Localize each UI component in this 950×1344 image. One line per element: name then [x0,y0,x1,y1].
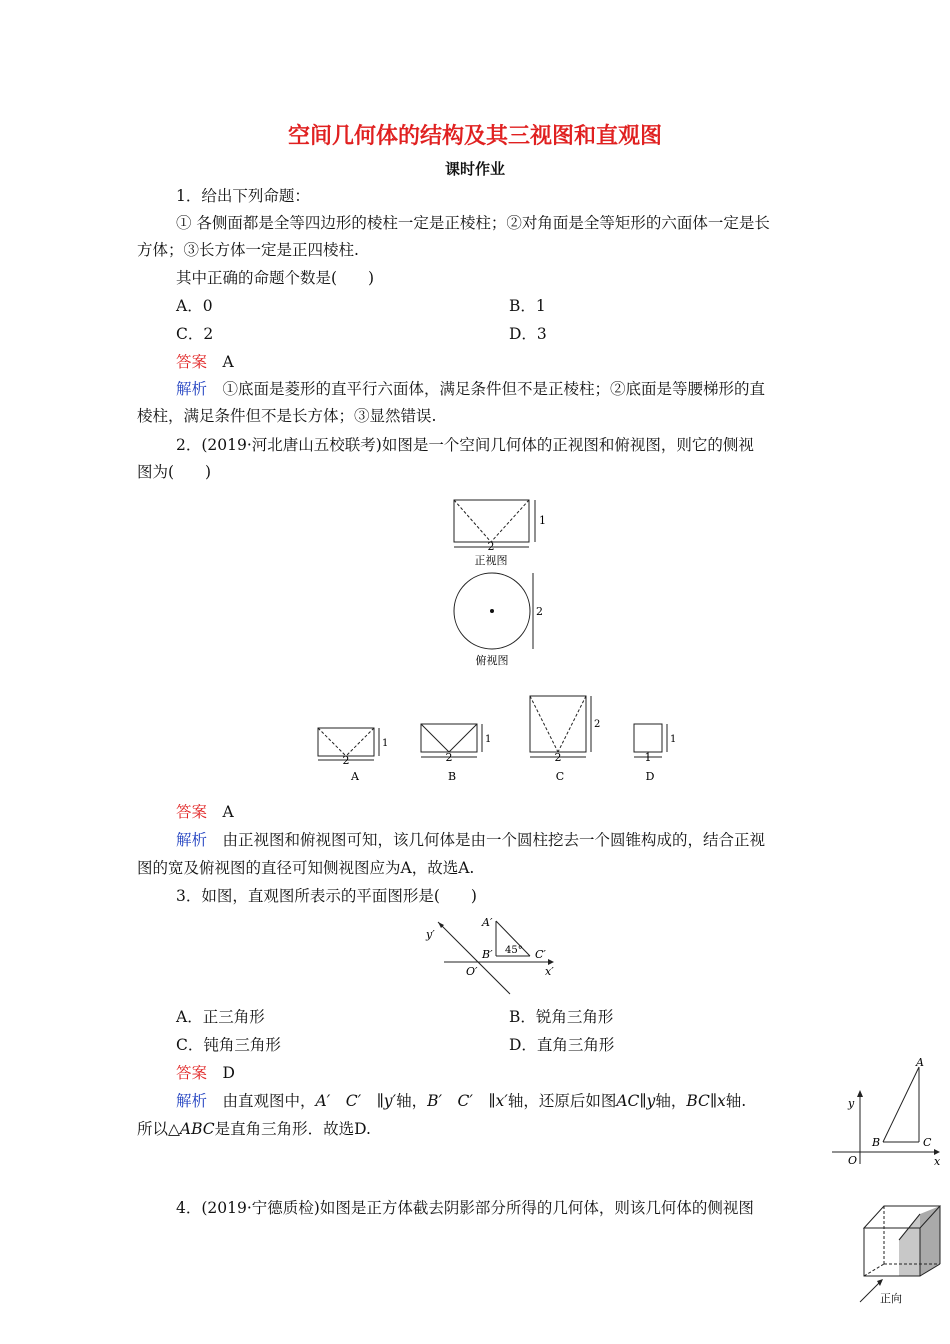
option-b-label: B [447,770,457,783]
option-d-label: D [645,770,655,783]
q3-y-label: y′ [426,928,435,941]
front-direction-arrow [877,1279,883,1286]
exp-seg: 轴， [396,1092,428,1110]
exp-seg: 轴. [725,1092,747,1110]
answer-label: 答案 [176,803,208,821]
answer-value: D [222,1064,235,1082]
explanation-label: 解析 [176,380,208,398]
q2-explanation-line1 [176,828,765,850]
explanation-text: 由正视图和俯视图可知，该几何体是由一个圆柱挖去一个圆锥构成的，结合正视 [222,831,766,849]
option-b-height: 1 [485,734,492,745]
exp-seg: 所以△ [137,1120,180,1138]
q4-cube-figure [860,1206,940,1302]
q3-option-a: A．正三角形 [176,1008,265,1026]
q3-a-label: A′ [482,916,493,929]
option-c-height: 2 [594,719,601,730]
q3-c-label: C′ [535,948,546,961]
q1-ask: 其中正确的命题个数是( ) [176,269,375,287]
q3-option-b: B．锐角三角形 [509,1008,614,1026]
q3-side-figure [832,1067,936,1164]
q2-answer [176,800,234,822]
exp-seg: ABC [179,1120,215,1138]
exp-seg: AC∥y [616,1092,656,1110]
center-dot [490,609,494,613]
exp-seg: A′ C′ ∥y′ [315,1092,397,1110]
q3-b-label: B′ [482,948,493,961]
exp-seg: 由直观图中， [222,1092,316,1110]
option-b-width: 2 [445,751,453,764]
side-y-arrow [857,1090,863,1097]
q3-o-label: O′ [466,965,478,978]
side-o-label: O [848,1154,858,1167]
explanation-label: 解析 [176,1092,208,1110]
q4-line1: 4．(2019·宁德质检)如图是正方体截去阴影部分所得的几何体，则该几何体的侧视图 [176,1199,754,1217]
q3-option-d: D．直角三角形 [509,1036,615,1054]
q1-line2: 方体；③长方体一定是正四棱柱. [137,241,359,259]
answer-value: A [222,353,234,371]
q2-line2: 图为( ) [137,463,212,481]
front-view-caption: 正视图 [474,554,508,567]
page-title: 空间几何体的结构及其三视图和直观图 [287,123,662,149]
side-c-label: C [923,1136,932,1149]
top-diameter-label: 2 [536,605,543,618]
explanation-text: ①底面是菱形的直平行六面体，满足条件但不是正棱柱；②底面是等腰梯形的直 [222,380,766,398]
q3-stem: 3．如图，直观图所表示的平面图形是( ) [176,887,477,905]
q1-option-d: D．3 [509,325,547,343]
answer-value: A [222,803,234,821]
q3-explanation-line2 [137,1117,371,1139]
side-a-label: A [916,1056,924,1069]
option-c-width: 2 [554,751,562,764]
q3-figure [438,921,548,994]
q1-explanation-line2: 棱柱，满足条件但不是长方体；③显然错误. [137,407,437,425]
q1-option-c: C．2 [176,325,214,343]
answer-label: 答案 [176,1064,208,1082]
q2-line1: 2．(2019·河北唐山五校联考)如图是一个空间几何体的正视图和俯视图，则它的侧视 [176,436,754,454]
q3-option-c: C．钝角三角形 [176,1036,281,1054]
q1-option-b: B．1 [509,297,546,315]
front-view-figure [454,500,535,547]
option-c-figure [530,696,591,757]
exp-seg: 是直角三角形．故选D. [214,1120,371,1138]
option-c-label: C [555,770,565,783]
top-view-caption: 俯视图 [475,654,509,667]
option-d-height: 1 [670,734,677,745]
q3-angle-label: 45° [505,945,523,956]
front-width-label: 2 [487,540,495,553]
front-height-label: 1 [539,514,546,527]
exp-seg: BC∥x [686,1092,726,1110]
page-subtitle: 课时作业 [444,160,505,178]
q3-explanation-line1 [176,1089,746,1111]
option-a-width: 2 [342,754,350,767]
exp-seg: 轴， [655,1092,687,1110]
option-a-height: 1 [382,738,389,749]
side-x-label: x [934,1155,941,1168]
q2-explanation-line2: 图的宽及俯视图的直径可知侧视图应为A，故选A. [137,859,475,877]
explanation-label: 解析 [176,831,208,849]
side-y-label: y [848,1097,855,1110]
option-a-label: A [351,770,359,783]
answer-label: 答案 [176,353,208,371]
q1-stem: 1．给出下列命题： [176,187,310,205]
cube-front-label: 正向 [880,1292,902,1305]
q3-x-label: x′ [545,965,554,978]
option-d-width: 1 [644,751,652,764]
q1-line1: ① 各侧面都是全等四边形的棱柱一定是正棱柱；②对角面是全等矩形的六面体一定是长 [176,214,770,232]
q1-option-a: A．0 [176,297,213,315]
exp-seg: B′ C′ ∥x′ [427,1092,508,1110]
q3-answer [176,1061,235,1083]
side-b-label: B [872,1136,881,1149]
exp-seg: 轴，还原后如图 [507,1092,617,1110]
